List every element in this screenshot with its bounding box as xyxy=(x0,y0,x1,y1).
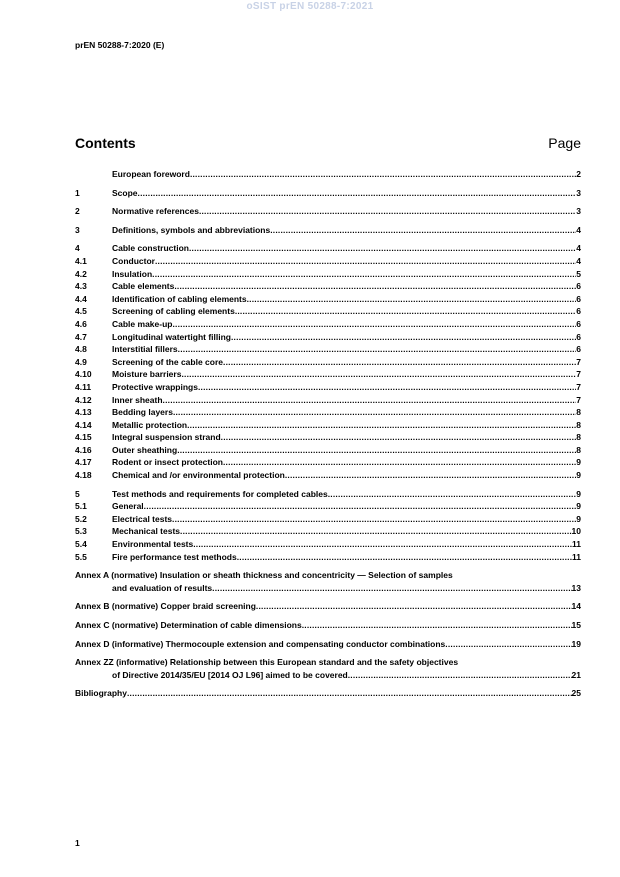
toc-entry[interactable] xyxy=(75,525,581,538)
leader-dots xyxy=(285,469,576,482)
toc-entry-title: Longitudinal watertight filling xyxy=(112,331,231,342)
toc-entry-title: Rodent or insect protection xyxy=(112,457,223,468)
annex-title: Annex C (normative) Determination of cable dimensions xyxy=(75,620,302,630)
toc-entry-number: 5.2 xyxy=(75,513,87,524)
toc-entry-title: Insulation xyxy=(112,268,153,279)
leader-dots xyxy=(199,205,576,218)
toc-entry-page: 6 xyxy=(576,293,581,304)
toc-entry-title: Identification of cabling elements xyxy=(112,293,247,304)
toc-entry-number: 4.15 xyxy=(75,432,92,443)
toc-entry-page: 7 xyxy=(576,381,581,392)
watermark: oSIST prEN 50288-7:2021 xyxy=(246,1,374,12)
toc-entry-page: 8 xyxy=(576,432,581,443)
leader-dots xyxy=(193,538,572,551)
toc-entry-title: Fire performance test methods xyxy=(112,551,237,562)
annex-page: 14 xyxy=(571,601,581,612)
toc-entry-page: 9 xyxy=(576,470,581,481)
annex-entry[interactable] xyxy=(75,638,581,651)
leader-dots xyxy=(155,255,576,268)
toc-entry-number: 4.6 xyxy=(75,318,87,329)
toc-entry-number: 4.14 xyxy=(75,419,92,430)
leader-dots xyxy=(237,551,572,564)
toc-entry-title: European foreword xyxy=(112,169,190,179)
toc-entry[interactable] xyxy=(75,318,581,331)
toc-entry-title: Moisture barriers xyxy=(112,369,182,380)
toc-entry-number: 3 xyxy=(75,224,80,235)
toc-entry[interactable] xyxy=(75,381,581,394)
toc-entry-title: Outer sheathing xyxy=(112,444,178,455)
leader-dots xyxy=(177,444,576,457)
leader-dots xyxy=(181,368,576,381)
table-of-contents xyxy=(75,168,581,706)
toc-entry[interactable] xyxy=(75,431,581,444)
toc-entry-title: Bedding layers xyxy=(112,407,173,418)
leader-dots xyxy=(178,343,577,356)
toc-entry-title: Cable construction xyxy=(112,243,189,254)
toc-entry-title: Cable elements xyxy=(112,281,175,292)
toc-entry[interactable] xyxy=(75,488,581,501)
toc-entry-page: 7 xyxy=(576,356,581,367)
toc-entry-page: 5 xyxy=(576,268,581,279)
toc-entry[interactable] xyxy=(75,343,581,356)
toc-entry-number: 5.1 xyxy=(75,501,87,512)
leader-dots xyxy=(445,638,571,651)
toc-entry-title: Definitions, symbols and abbreviations xyxy=(112,224,271,235)
toc-entry[interactable] xyxy=(75,456,581,469)
leader-dots xyxy=(187,419,576,432)
toc-entry-number: 5.5 xyxy=(75,551,87,562)
toc-entry-page: 9 xyxy=(576,501,581,512)
leader-dots xyxy=(212,582,571,595)
toc-entry-page: 4 xyxy=(576,255,581,266)
toc-entry-number: 4.16 xyxy=(75,444,92,455)
toc-entry-page: 7 xyxy=(576,369,581,380)
toc-entry[interactable] xyxy=(75,469,581,482)
toc-entry-page: 6 xyxy=(576,281,581,292)
toc-entry-number: 4.9 xyxy=(75,356,87,367)
toc-entry-page: 6 xyxy=(576,306,581,317)
toc-entry-title: Cable make-up xyxy=(112,318,173,329)
annex-title: Bibliography xyxy=(75,688,127,699)
toc-entry-number: 4.8 xyxy=(75,344,87,355)
toc-entry[interactable] xyxy=(75,224,581,237)
toc-entry[interactable] xyxy=(75,500,581,513)
toc-entry[interactable] xyxy=(75,331,581,344)
annex-title-continued: and evaluation of results xyxy=(112,582,213,593)
toc-entry-page: 6 xyxy=(576,344,581,355)
toc-entry[interactable] xyxy=(75,406,581,419)
leader-dots xyxy=(172,318,576,331)
toc-entry-number: 5.4 xyxy=(75,539,87,550)
toc-entry[interactable] xyxy=(75,513,581,526)
toc-entry-number: 5 xyxy=(75,488,80,499)
leader-dots xyxy=(302,619,572,632)
toc-entry-page: 2 xyxy=(576,169,581,179)
annex-title-continued: of Directive 2014/35/EU [2014 OJ L96] aimed to be covered xyxy=(112,669,348,680)
toc-entry-page: 4 xyxy=(576,224,581,235)
toc-entry-number: 4.12 xyxy=(75,394,92,405)
toc-entry-number: 4.3 xyxy=(75,281,87,292)
contents-header xyxy=(75,135,581,151)
toc-entry-number: 4.18 xyxy=(75,470,92,481)
leader-dots xyxy=(221,431,577,444)
toc-entry-page: 4 xyxy=(576,243,581,254)
toc-entry-page: 3 xyxy=(576,206,581,217)
leader-dots xyxy=(180,525,572,538)
toc-entry-title: Screening of cabling elements xyxy=(112,306,235,317)
toc-entry[interactable] xyxy=(75,255,581,268)
toc-entry[interactable] xyxy=(75,551,581,564)
leader-dots xyxy=(247,293,577,306)
annex-entry[interactable] xyxy=(75,687,581,700)
toc-entry-number: 4.5 xyxy=(75,306,87,317)
annex-entry[interactable] xyxy=(75,600,581,613)
toc-entry-number: 4.11 xyxy=(75,381,92,392)
annex-title: Annex A (normative) Insulation or sheath thickness and concentricity — Selection of samples xyxy=(75,570,453,581)
toc-entry-page: 8 xyxy=(576,407,581,418)
toc-entry-page: 9 xyxy=(576,457,581,468)
leader-dots xyxy=(127,687,572,700)
toc-entry-page: 10 xyxy=(571,526,581,537)
toc-entry-title: Metallic protection xyxy=(112,419,188,430)
toc-entry[interactable] xyxy=(75,268,581,281)
toc-entry[interactable] xyxy=(75,368,581,381)
toc-entry-title: Mechanical tests xyxy=(112,526,181,537)
toc-entry[interactable] xyxy=(75,187,581,200)
toc-entry-title: Interstitial fillers xyxy=(112,344,178,355)
annex-page: 19 xyxy=(571,638,581,649)
toc-entry-number: 4.10 xyxy=(75,369,92,380)
annex-entry[interactable] xyxy=(75,619,581,632)
toc-entry-number: 4 xyxy=(75,243,80,254)
annex-page: 15 xyxy=(571,620,581,630)
annex-title: Annex D (informative) Thermocouple extension and compensating conductor combinations xyxy=(75,638,446,649)
toc-entry-title: Chemical and /or environmental protection xyxy=(112,470,285,481)
leader-dots xyxy=(270,224,576,237)
toc-entry-title: Integral suspension strand xyxy=(112,432,221,443)
toc-entry[interactable] xyxy=(75,394,581,407)
toc-entry[interactable] xyxy=(75,293,581,306)
toc-entry-page: 9 xyxy=(576,513,581,524)
toc-entry-title: Electrical tests xyxy=(112,513,173,524)
toc-entry-title: Inner sheath xyxy=(112,394,163,405)
annex-page: 21 xyxy=(571,669,581,680)
leader-dots xyxy=(152,268,576,281)
toc-entry[interactable] xyxy=(75,444,581,457)
toc-entry-title: Scope xyxy=(112,187,138,198)
toc-entry-page: 11 xyxy=(572,551,581,562)
toc-entry-page: 9 xyxy=(576,488,581,499)
toc-entry[interactable] xyxy=(75,168,581,181)
contents-title: Contents xyxy=(75,135,136,151)
leader-dots xyxy=(256,600,572,613)
toc-entry-title: Environmental tests xyxy=(112,539,194,550)
annex-entry[interactable] xyxy=(75,569,581,594)
toc-entry-page: 7 xyxy=(576,394,581,405)
annex-entry[interactable] xyxy=(75,656,581,681)
leader-dots xyxy=(328,488,577,501)
toc-entry-title: Screening of the cable core xyxy=(112,356,224,367)
leader-dots xyxy=(144,500,577,513)
toc-entry-page: 6 xyxy=(576,331,581,342)
leader-dots xyxy=(348,669,572,682)
annex-page: 25 xyxy=(571,688,581,699)
toc-entry-number: 2 xyxy=(75,206,80,217)
toc-entry-page: 11 xyxy=(572,539,581,550)
toc-entry[interactable] xyxy=(75,280,581,293)
leader-dots xyxy=(235,305,576,318)
toc-entry-title: Protective wrappings xyxy=(112,381,198,392)
toc-entry-number: 4.1 xyxy=(75,255,87,266)
toc-entry-page: 6 xyxy=(576,318,581,329)
toc-entry-title: General xyxy=(112,501,144,512)
leader-dots xyxy=(231,331,576,344)
toc-entry[interactable] xyxy=(75,205,581,218)
leader-dots xyxy=(173,406,576,419)
toc-entry[interactable] xyxy=(75,242,581,255)
toc-entry-number: 4.17 xyxy=(75,457,92,468)
toc-entry-page: 8 xyxy=(576,419,581,430)
toc-entry-number: 5.3 xyxy=(75,526,87,537)
leader-dots xyxy=(189,242,576,255)
leader-dots xyxy=(198,381,576,394)
toc-entry-title: Conductor xyxy=(112,255,155,266)
leader-dots xyxy=(138,187,577,200)
toc-entry-page: 3 xyxy=(576,187,581,198)
toc-spacer xyxy=(75,700,581,706)
toc-entry[interactable] xyxy=(75,305,581,318)
leader-dots xyxy=(223,356,576,369)
toc-entry-number: 4.7 xyxy=(75,331,87,342)
toc-entry-number: 4.4 xyxy=(75,293,87,304)
toc-entry-number: 1 xyxy=(75,187,80,198)
toc-entry[interactable] xyxy=(75,538,581,551)
toc-entry-title: Normative references xyxy=(112,206,199,217)
toc-entry-number: 4.2 xyxy=(75,268,87,279)
annex-page: 13 xyxy=(571,582,581,593)
page-number: 1 xyxy=(75,838,80,848)
toc-entry[interactable] xyxy=(75,356,581,369)
leader-dots xyxy=(223,456,576,469)
leader-dots xyxy=(174,280,576,293)
leader-dots xyxy=(190,168,576,181)
toc-entry-title: Test methods and requirements for completed cables xyxy=(112,488,328,499)
toc-entry[interactable] xyxy=(75,419,581,432)
leader-dots xyxy=(172,513,576,526)
page-column-label: Page xyxy=(548,135,581,151)
toc-entry-page: 8 xyxy=(576,444,581,455)
toc-entry-number: 4.13 xyxy=(75,407,92,418)
leader-dots xyxy=(163,394,577,407)
annex-title: Annex ZZ (informative) Relationship between this European standard and the safety objectives xyxy=(75,657,459,668)
annex-title: Annex B (normative) Copper braid screening xyxy=(75,601,256,612)
document-id: prEN 50288-7:2020 (E) xyxy=(75,40,165,50)
